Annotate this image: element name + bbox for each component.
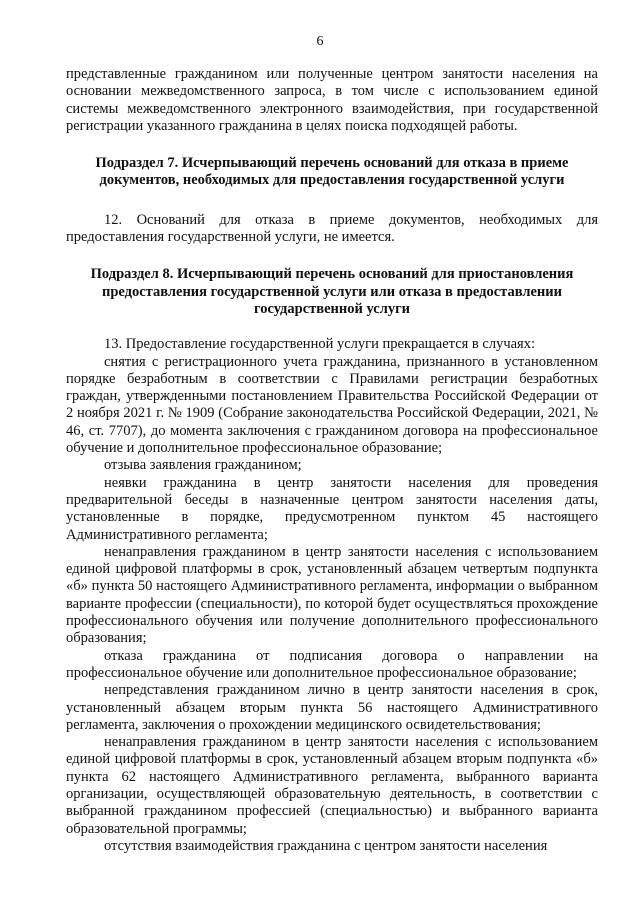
list-item-no-organization-choice: ненаправления гражданином в центр занятости населения с использованием единой цифровой платформы в срок, установленный абзацем вторым подпункта «б» пункта 62 настоящего Административного регламента, выбранного варианта организации, осуществляющей образовательную деятельность, в соответствии с выбранной гражданином профессией (специальностью) и выбранного варианта образовательной программы; — [66, 734, 598, 837]
spacer — [66, 318, 598, 336]
subsection-7-heading: Подраздел 7. Исчерпывающий перечень оснований для отказа в приеме документов, необходимых для предоставления государственной услуги — [95, 155, 569, 189]
list-item-deregistration: снятия с регистрационного учета гражданина, признанного в установленном порядке безработным в соответствии с Правилами регистрации безработных граждан, утвержденными постановлением Правительства Российской Федерации от 2 ноября 2021 г. № 1909 (Собрание законодательства Российской Федерации, 2021, № 46, ст. 7707), до момента заключения с гражданином договора на профессиональное обучение и дополнительное профессиональное образование; — [66, 353, 598, 457]
document-body — [66, 66, 598, 855]
page-number: 6 — [316, 34, 324, 49]
spacer — [66, 135, 598, 155]
list-item-no-profession-choice: ненаправления гражданином в центр занятости населения с использованием единой цифровой платформы в срок, установленный абзацем четвертым подпункта «б» пункта 50 настоящего Административного регламента, информации о выбранном варианте профессии (специальности), по которой будет осуществляться прохождение профессионального обучения или получение дополнительного профессионального образования; — [66, 543, 598, 647]
spacer — [66, 246, 598, 266]
continuation-paragraph: представленные гражданином или полученные центром занятости населения на основании межведомственного запроса, в том числе с использованием единой системы межведомственного электронного взаимодействия, при государственной регистрации указанного гражданина в целях поиска подходящей работы. — [66, 66, 598, 134]
list-item-no-show: неявки гражданина в центр занятости населения для проведения предварительной беседы в назначенные центром занятости населения даты, установленные в порядке, предусмотренном пунктом 45 настоящего Административного регламента; — [66, 474, 598, 543]
list-item-contract-refusal: отказа гражданина от подписания договора о направлении на профессиональное обучение или дополнительное профессиональное образование; — [66, 647, 598, 681]
paragraph-12: 12. Оснований для отказа в приеме документов, необходимых для предоставления государственной услуги, не имеется. — [66, 211, 598, 246]
list-item-no-medical-report: непредставления гражданином лично в центр занятости населения в срок, установленный абзацем вторым пункта 56 настоящего Административного регламента, заключения о прохождении медицинского освидетельствования; — [66, 682, 598, 733]
spacer — [66, 190, 598, 212]
list-item-no-interaction: отсутствия взаимодействия гражданина с центром занятости населения — [104, 837, 548, 854]
subsection-8-heading: Подраздел 8. Исчерпывающий перечень оснований для приостановления предоставления государственной услуги или отказа в предоставлении государственной услуги — [90, 266, 574, 317]
list-item-withdrawal: отзыва заявления гражданином; — [104, 457, 302, 474]
paragraph-13-intro: 13. Предоставление государственной услуги прекращается в случаях: — [104, 336, 535, 353]
